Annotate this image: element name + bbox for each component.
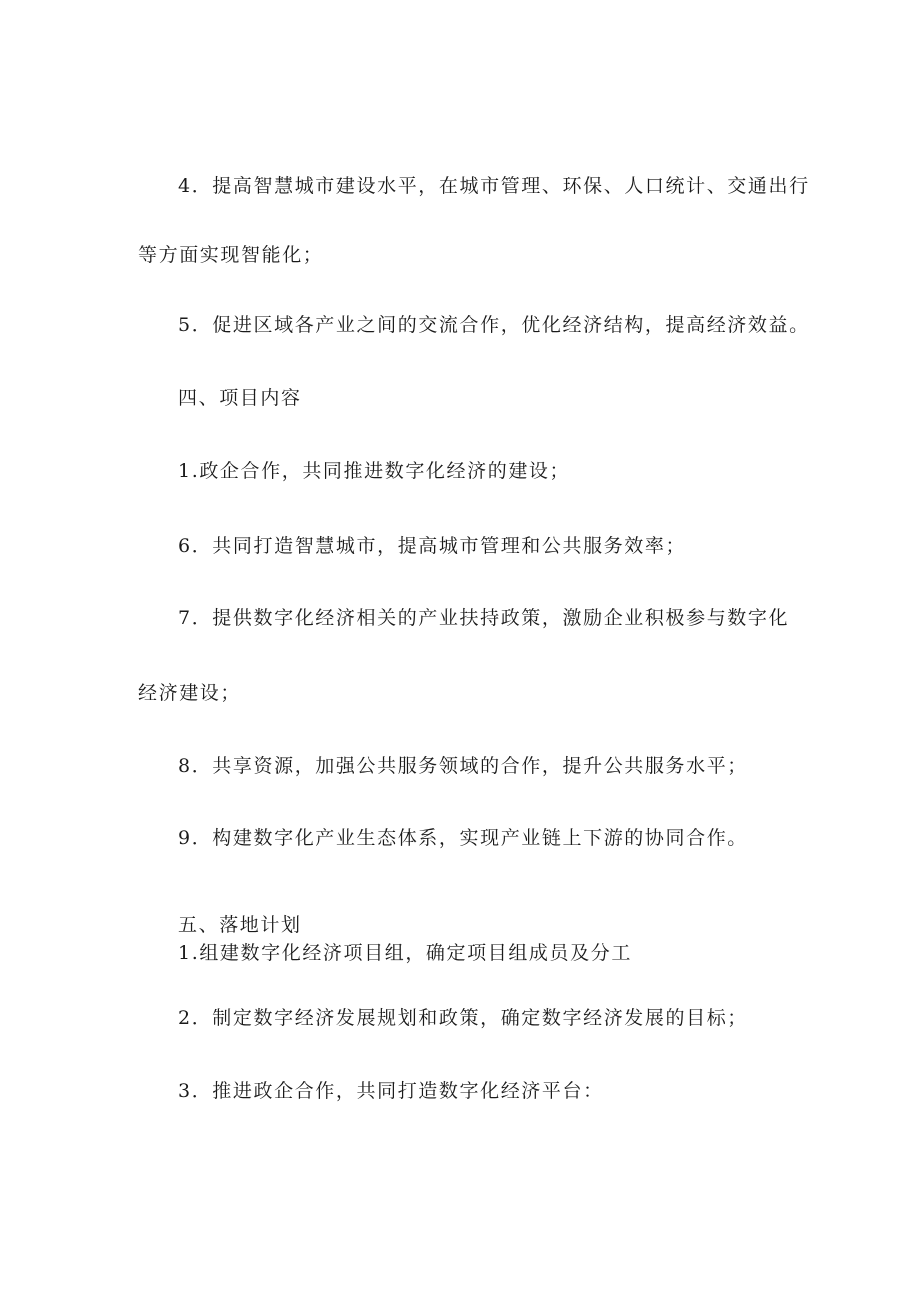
paragraph-plan-item-2: 2．制定数字经济发展规划和政策，确定数字经济发展的目标； <box>178 1007 748 1029</box>
paragraph-plan-item-1: 1.组建数字化经济项目组，确定项目组成员及分工 <box>178 942 632 964</box>
section-heading-landing-plan: 五、落地计划 <box>178 914 302 936</box>
paragraph-item-5: 5．促进区域各产业之间的交流合作，优化经济结构，提高经济效益。 <box>178 314 810 336</box>
section-heading-project-content: 四、项目内容 <box>178 387 302 409</box>
paragraph-item-4-line1: 4．提高智慧城市建设水平，在城市管理、环保、人口统计、交通出行 <box>178 175 810 197</box>
paragraph-plan-item-3: 3．推进政企合作，共同打造数字化经济平台： <box>178 1080 604 1102</box>
paragraph-item-4-line2: 等方面实现智能化； <box>138 244 324 266</box>
paragraph-item-1: 1.政企合作，共同推进数字化经济的建设； <box>178 460 571 482</box>
paragraph-item-7-line2: 经济建设； <box>138 682 242 704</box>
paragraph-item-6: 6．共同打造智慧城市，提高城市管理和公共服务效率； <box>178 535 687 557</box>
paragraph-item-9: 9．构建数字化产业生态体系，实现产业链上下游的协同合作。 <box>178 827 748 849</box>
paragraph-item-7-line1: 7．提供数字化经济相关的产业扶持政策，激励企业积极参与数字化 <box>178 607 790 629</box>
paragraph-item-8: 8．共享资源，加强公共服务领域的合作，提升公共服务水平； <box>178 755 748 777</box>
